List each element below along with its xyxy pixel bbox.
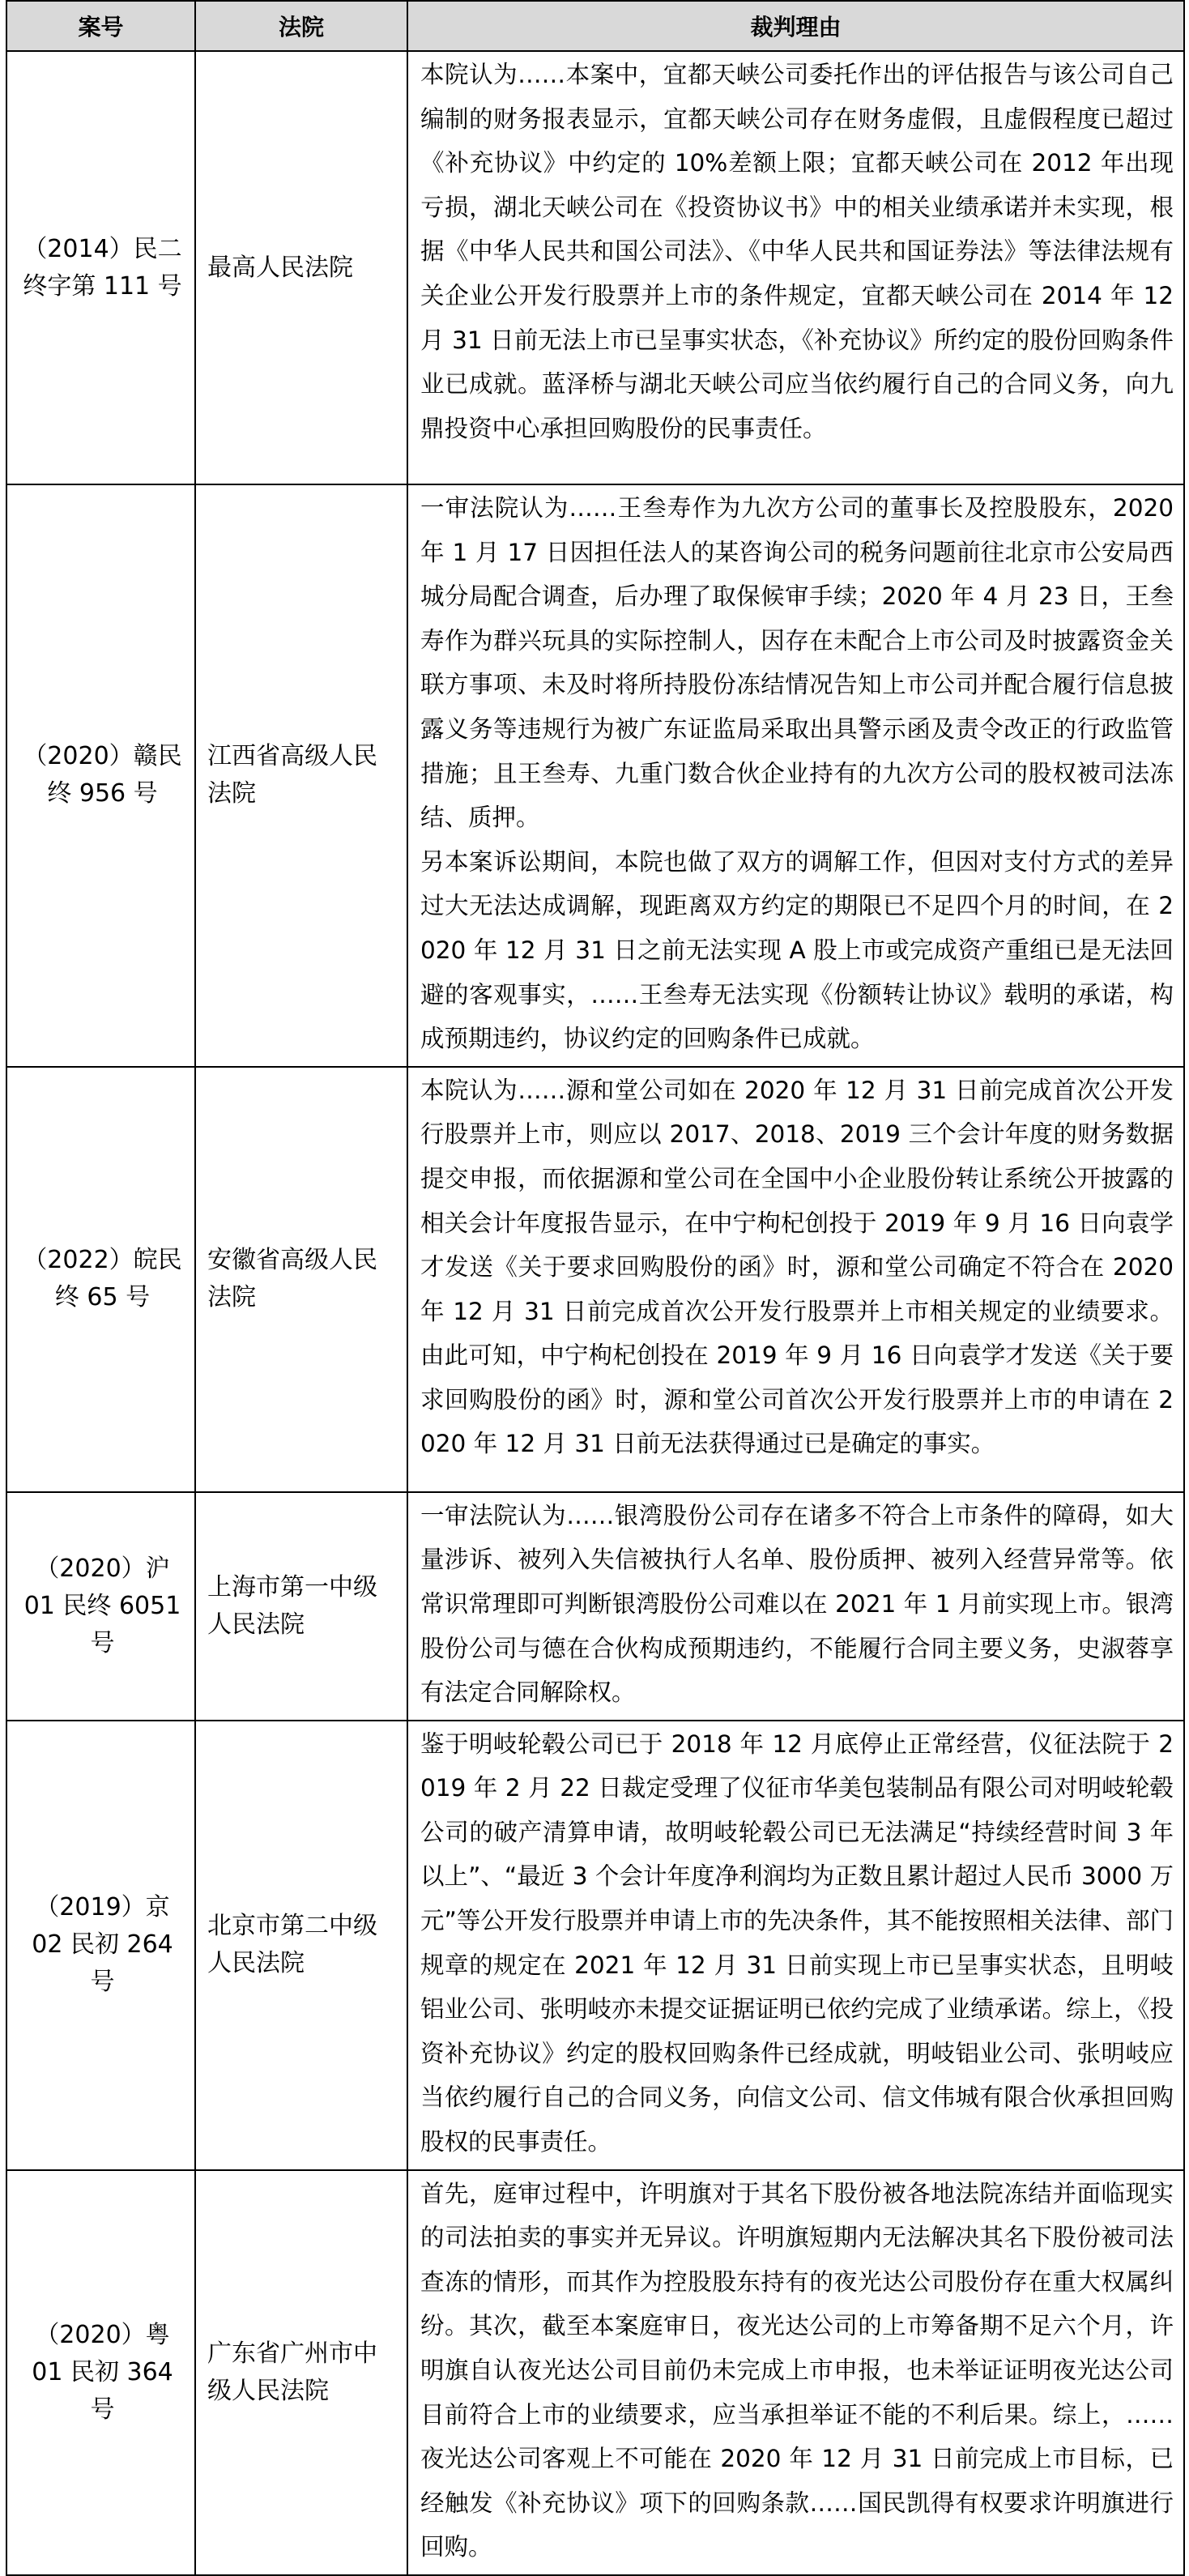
table-row bbox=[6, 484, 1184, 1067]
table-row bbox=[6, 1492, 1184, 1721]
judgment-reason bbox=[407, 1492, 1184, 1721]
table-row bbox=[6, 1067, 1184, 1492]
reason-paragraph: 一审法院认为……银湾股份公司存在诸多不符合上市条件的障碍，如大量涉诉、被列入失信被执行人名单、股份质押、被列入经营异常等。依常识常理即可判断银湾股份公司难以在 2021 年 1 月前实现上市。银湾股份公司与德在合伙构成预期违约，不能履行合同主要义务，史淑蓉享有法定合同解除权。 bbox=[420, 1501, 1174, 1707]
court-name: 江西省高级人民法院 bbox=[195, 484, 407, 1067]
case-number: （2019）京 02 民初 264 号 bbox=[6, 1721, 195, 2170]
judgment-reason bbox=[407, 1721, 1184, 2170]
court-name: 安徽省高级人民法院 bbox=[195, 1067, 407, 1492]
court-name: 上海市第一中级人民法院 bbox=[195, 1492, 407, 1721]
judgment-reason bbox=[407, 1067, 1184, 1492]
judgment-reason bbox=[407, 51, 1184, 484]
header-case-no: 案号 bbox=[6, 1, 195, 51]
judgment-reason bbox=[407, 2170, 1184, 2575]
reason-paragraph: 另本案诉讼期间，本院也做了双方的调解工作，但因对支付方式的差异过大无法达成调解，现距离双方约定的期限已不足四个月的时间，在 2020 年 12 月 31 日之前无法实现 A 股上市或完成资产重组已是无法回避的客观事实，……王叁寿无法实现《份额转让协议》载明的承诺，构成预期违约，协议约定的回购条件已成就。 bbox=[420, 847, 1174, 1053]
header-court: 法院 bbox=[195, 1, 407, 51]
table-row bbox=[6, 2170, 1184, 2575]
reason-paragraph: 本院认为……本案中，宜都天峡公司委托作出的评估报告与该公司自己编制的财务报表显示，宜都天峡公司存在财务虚假，且虚假程度已超过《补充协议》中约定的 10%差额上限；宜都天峡公司在 2012 年出现亏损，湖北天峡公司在《投资协议书》中的相关业绩承诺并未实现，根据《中华人民共和国公司法》、《中华人民共和国证券法》等法律法规有关企业公开发行股票并上市的条件规定，宜都天峡公司在 2014 年 12 月 31 日前无法上市已呈事实状态，《补充协议》所约定的股份回购条件业已成就。蓝泽桥与湖北天峡公司应当依约履行自己的合同义务，向九鼎投资中心承担回购股份的民事责任。 bbox=[420, 61, 1174, 442]
court-name: 最高人民法院 bbox=[195, 51, 407, 484]
judgment-reason bbox=[407, 484, 1184, 1067]
case-table bbox=[6, 0, 1185, 2576]
reason-paragraph: 本院认为……源和堂公司如在 2020 年 12 月 31 日前完成首次公开发行股票并上市，则应以 2017、2018、2019 三个会计年度的财务数据提交申报，而依据源和堂公司在全国中小企业股份转让系统公开披露的相关会计年度报告显示，在中宁枸杞创投于 2019 年 9 月 16 日向袁学才发送《关于要求回购股份的函》时，源和堂公司确定不符合在 2020 年 12 月 31 日前完成首次公开发行股票并上市相关规定的业绩要求。由此可知，中宁枸杞创投在 2019 年 9 月 16 日向袁学才发送《关于要求回购股份的函》时，源和堂公司首次公开发行股票并上市的申请在 2020 年 12 月 31 日前无法获得通过已是确定的事实。 bbox=[420, 1076, 1174, 1458]
court-name: 北京市第二中级人民法院 bbox=[195, 1721, 407, 2170]
case-number: （2020）赣民终 956 号 bbox=[6, 484, 195, 1067]
case-number: （2020）粤 01 民初 364 号 bbox=[6, 2170, 195, 2575]
case-number: （2014）民二终字第 111 号 bbox=[6, 51, 195, 484]
header-row bbox=[6, 1, 1184, 51]
table-row bbox=[6, 1721, 1184, 2170]
case-number: （2022）皖民终 65 号 bbox=[6, 1067, 195, 1492]
case-number: （2020）沪 01 民终 6051 号 bbox=[6, 1492, 195, 1721]
header-reason: 裁判理由 bbox=[407, 1, 1184, 51]
reason-paragraph: 一审法院认为……王叁寿作为九次方公司的董事长及控股股东，2020 年 1 月 17 日因担任法人的某咨询公司的税务问题前往北京市公安局西城分局配合调查，后办理了取保候审手续；2020 年 4 月 23 日，王叁寿作为群兴玩具的实际控制人，因存在未配合上市公司及时披露资金关联方事项、未及时将所持股份冻结情况告知上市公司并配合履行信息披露义务等违规行为被广东证监局采取出具警示函及责令改正的行政监管措施；且王叁寿、九重门数合伙企业持有的九次方公司的股权被司法冻结、质押。 bbox=[420, 494, 1174, 832]
court-name: 广东省广州市中级人民法院 bbox=[195, 2170, 407, 2575]
reason-paragraph: 鉴于明岐轮毂公司已于 2018 年 12 月底停止正常经营，仪征法院于 2019 年 2 月 22 日裁定受理了仪征市华美包装制品有限公司对明岐轮毂公司的破产清算申请，故明岐轮毂公司已无法满足“持续经营时间 3 年以上”、“最近 3 个会计年度净利润均为正数且累计超过人民币 3000 万元”等公开发行股票并申请上市的先决条件，其不能按照相关法律、部门规章的规定在 2021 年 12 月 31 日前实现上市已呈事实状态，且明岐铝业公司、张明岐亦未提交证据证明已依约完成了业绩承诺。综上，《投资补充协议》约定的股权回购条件已经成就，明岐铝业公司、张明岐应当依约履行自己的合同义务，向信文公司、信文伟城有限合伙承担回购股权的民事责任。 bbox=[420, 1729, 1174, 2156]
reason-paragraph: 首先，庭审过程中，许明旗对于其名下股份被各地法院冻结并面临现实的司法拍卖的事实并无异议。许明旗短期内无法解决其名下股份被司法查冻的情形，而其作为控股股东持有的夜光达公司股份存在重大权属纠纷。其次，截至本案庭审日，夜光达公司的上市筹备期不足六个月，许明旗自认夜光达公司目前仍未完成上市申报，也未举证证明夜光达公司目前符合上市的业绩要求，应当承担举证不能的不利后果。综上，……夜光达公司客观上不可能在 2020 年 12 月 31 日前完成上市目标，已经触发《补充协议》项下的回购条款……国民凯得有权要求许明旗进行回购。 bbox=[420, 2179, 1174, 2561]
table-row bbox=[6, 51, 1184, 484]
